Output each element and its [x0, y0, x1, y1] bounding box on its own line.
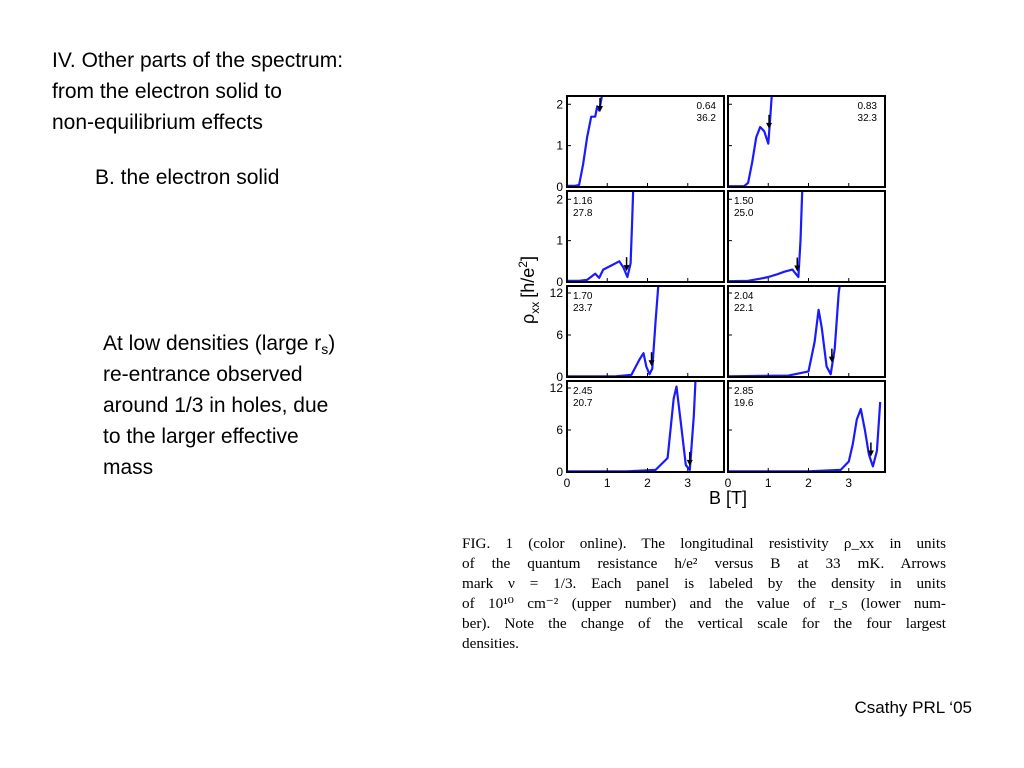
figure-caption [462, 534, 946, 654]
bullet-line: mass [103, 456, 154, 479]
panel-rs-label: 36.2 [696, 113, 716, 124]
y-axis-unit-exponent: 2 [516, 261, 530, 268]
y-axis-symbol: ρ [518, 313, 538, 324]
caption-line: mark ν = 1/3. Each panel is labeled by the density in units [462, 575, 946, 592]
panel-density-label: 1.50 [734, 196, 754, 207]
panel-rs-label: 20.7 [573, 398, 593, 409]
plot-panel [728, 279, 885, 377]
rs-subscript: s [321, 341, 329, 357]
arrow-head [766, 123, 772, 129]
rho-xx-curve [567, 88, 603, 186]
x-axis-label: B [T] [708, 488, 748, 508]
x-tick-label: 2 [644, 476, 651, 490]
y-tick-label: 0 [556, 275, 563, 289]
panel-density-label: 2.45 [573, 386, 593, 397]
bullet-line: to the larger effective [103, 425, 299, 448]
panel-density-label: 0.64 [696, 101, 716, 112]
x-tick-label: 2 [805, 476, 812, 490]
panel-rs-label: 23.7 [573, 303, 593, 314]
citation: Csathy PRL ‘05 [854, 698, 972, 717]
panel-density-label: 0.83 [857, 101, 877, 112]
x-tick-label: 3 [845, 476, 853, 490]
plot-panel [556, 88, 724, 194]
x-tick-label: 1 [764, 476, 772, 490]
bullet-line: re-entrance observed [103, 363, 303, 386]
slide-subheading: B. the electron solid [95, 166, 280, 189]
arrow-head [687, 460, 693, 466]
plot-panel [556, 183, 724, 289]
caption-line: densities. [462, 635, 519, 652]
caption-line: FIG. 1 (color online). The longitudinal resistivity ρ_xx in units [462, 535, 946, 552]
y-tick-label: 12 [549, 381, 563, 395]
panel-density-label: 2.85 [734, 386, 754, 397]
resistivity-figure [504, 88, 894, 512]
resistivity-plot-grid [504, 88, 894, 512]
caption-line: of 10¹⁰ cm⁻² (upper number) and the value of r_s (lower num- [462, 595, 946, 612]
bullet-line-text: At low densities (large r [103, 332, 322, 355]
panel-density-label: 1.70 [573, 291, 593, 302]
y-tick-label: 6 [556, 423, 563, 437]
rho-xx-curve [728, 88, 772, 186]
panel-rs-label: 32.3 [857, 113, 877, 124]
bullet-line: around 1/3 in holes, due [103, 394, 329, 417]
y-tick-label: 0 [556, 180, 563, 194]
slide-heading [52, 45, 343, 138]
x-tick-label: 1 [603, 476, 611, 490]
caption-line: of the quantum resistance h/e² versus B at 33 mK. Arrows [462, 555, 946, 572]
y-tick-label: 2 [556, 192, 563, 207]
y-tick-label: 1 [556, 138, 563, 153]
panel-rs-label: 27.8 [573, 208, 593, 219]
y-axis-label [516, 256, 542, 324]
y-axis-subscript: xx [528, 301, 542, 314]
plot-panel [728, 88, 885, 187]
y-tick-label: 1 [556, 233, 563, 248]
y-tick-label: 0 [556, 370, 563, 384]
plot-panel [550, 279, 724, 384]
y-axis-unit: [h/e [518, 267, 538, 298]
plot-panel [728, 183, 885, 282]
y-axis-unit-close: ] [518, 256, 538, 262]
rho-xx-curve [728, 402, 880, 471]
panel-rs-label: 25.0 [734, 208, 754, 219]
panel-rs-label: 19.6 [734, 398, 754, 409]
x-tick-label: 0 [724, 476, 732, 490]
y-tick-label: 2 [556, 97, 563, 112]
heading-line: non-equilibrium effects [52, 111, 263, 134]
y-tick-label: 12 [549, 286, 563, 300]
panel-rs-label: 22.1 [734, 303, 754, 314]
caption-line: ber). Note the change of the vertical scale for the four largest [462, 615, 946, 632]
bullet-text [103, 328, 403, 483]
panel-density-label: 1.16 [573, 196, 593, 207]
heading-line: IV. Other parts of the spectrum: [52, 49, 344, 72]
y-tick-label: 6 [556, 328, 563, 342]
plot-panel [725, 381, 885, 490]
heading-line: from the electron solid to [52, 80, 282, 103]
bullet-line-text: ) [328, 332, 336, 355]
y-tick-label: 0 [556, 465, 563, 479]
plot-panel [550, 374, 724, 490]
x-tick-label: 3 [684, 476, 692, 490]
bullet-line [103, 328, 403, 359]
x-tick-label: 0 [563, 476, 571, 490]
panel-density-label: 2.04 [734, 291, 754, 302]
